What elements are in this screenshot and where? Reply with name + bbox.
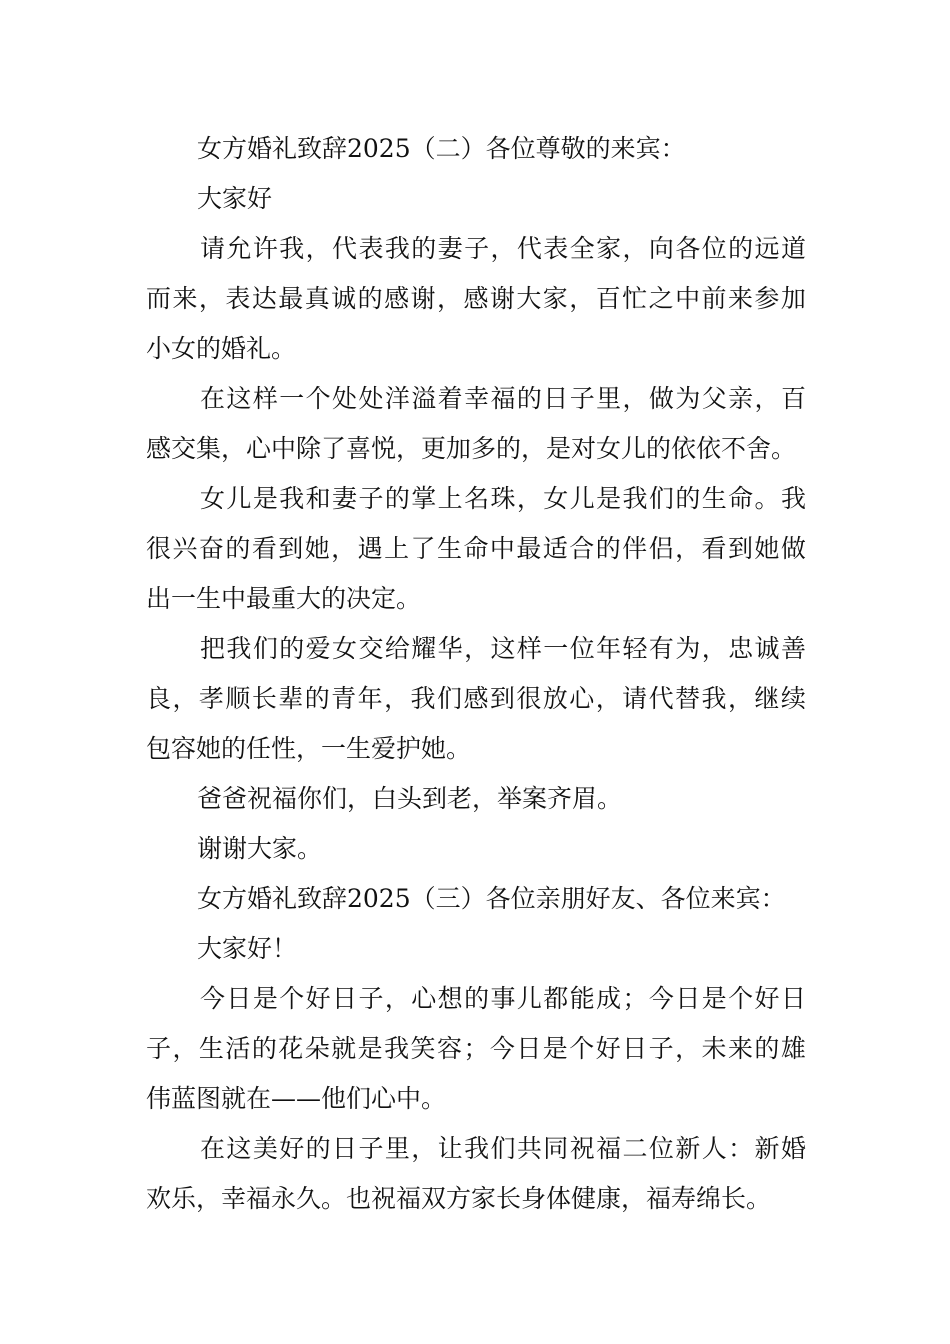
paragraph-good-day [146,974,806,1124]
paragraph-thank-you [197,824,857,874]
paragraph-greeting-2 [197,924,857,974]
paragraph-speech-2-heading [197,124,857,174]
text-line: 今 日 是 个 好 日 子 ， 心 想 的 事 儿 都 能 成 ； 今 日 是 个 好 日 [200,984,806,1013]
text-line: 良 ， 孝 顺 长 辈 的 青 年 ， 我 们 感 到 很 放 心 ， 请 代 替 我 ， 继 续 [146,684,806,713]
paragraph-wishes [146,1124,806,1224]
text-line: 女方婚礼致辞2025（二）各位尊敬的来宾： [197,134,686,163]
text-line: 而 来 ， 表 达 最 真 诚 的 感 谢 ， 感 谢 大 家 ， 百 忙 之 中 前 来 参 加 [146,284,806,313]
paragraph-thanks [146,224,806,374]
paragraph-blessing [197,774,857,824]
text-line: 欢乐，幸福永久。也祝福双方家长身体健康，福寿绵长。 [146,1184,772,1213]
text-line: 请 允 许 我 ， 代 表 我 的 妻 子 ， 代 表 全 家 ， 向 各 位 的 远 道 [200,234,806,263]
paragraph-greeting-1 [197,174,857,224]
text-line: 出一生中最重大的决定。 [146,584,422,613]
text-line: 谢谢大家。 [197,834,323,863]
text-line: 把 我 们 的 爱 女 交 给 耀 华 ， 这 样 一 位 年 轻 有 为 ， 忠 诚 善 [200,634,806,663]
text-line: 伟蓝图就在——他们心中。 [146,1084,447,1113]
text-line: 子 ， 生 活 的 花 朵 就 是 我 笑 容 ； 今 日 是 个 好 日 子 ， 未 来 的 雄 [146,1034,806,1063]
text-line: 大家好 [197,184,273,213]
paragraph-daughter [146,474,806,624]
text-line: 在 这 样 一 个 处 处 洋 溢 着 幸 福 的 日 子 里 ， 做 为 父 亲 ， 百 [200,384,806,413]
text-line: 在 这 美 好 的 日 子 里 ， 让 我 们 共 同 祝 福 二 位 新 人 ： 新 婚 [200,1134,806,1163]
text-line: 爸爸祝福你们，白头到老，举案齐眉。 [197,784,623,813]
paragraph-speech-3-heading [197,874,857,924]
text-line: 小女的婚礼。 [146,334,297,363]
text-line: 女方婚礼致辞2025（三）各位亲朋好友、各位来宾： [197,884,786,913]
paragraph-father-feelings [146,374,806,474]
text-line: 女 儿 是 我 和 妻 子 的 掌 上 名 珠 ， 女 儿 是 我 们 的 生 命 。 我 [200,484,806,513]
text-line: 感交集，心中除了喜悦，更加多的，是对女儿的依依不舍。 [146,434,797,463]
text-line: 大家好！ [197,934,298,963]
text-line: 包容她的任性，一生爱护她。 [146,734,472,763]
text-line: 很 兴 奋 的 看 到 她 ， 遇 上 了 生 命 中 最 适 合 的 伴 侣 ， 看 到 她 做 [146,534,806,563]
paragraph-entrust [146,624,806,774]
